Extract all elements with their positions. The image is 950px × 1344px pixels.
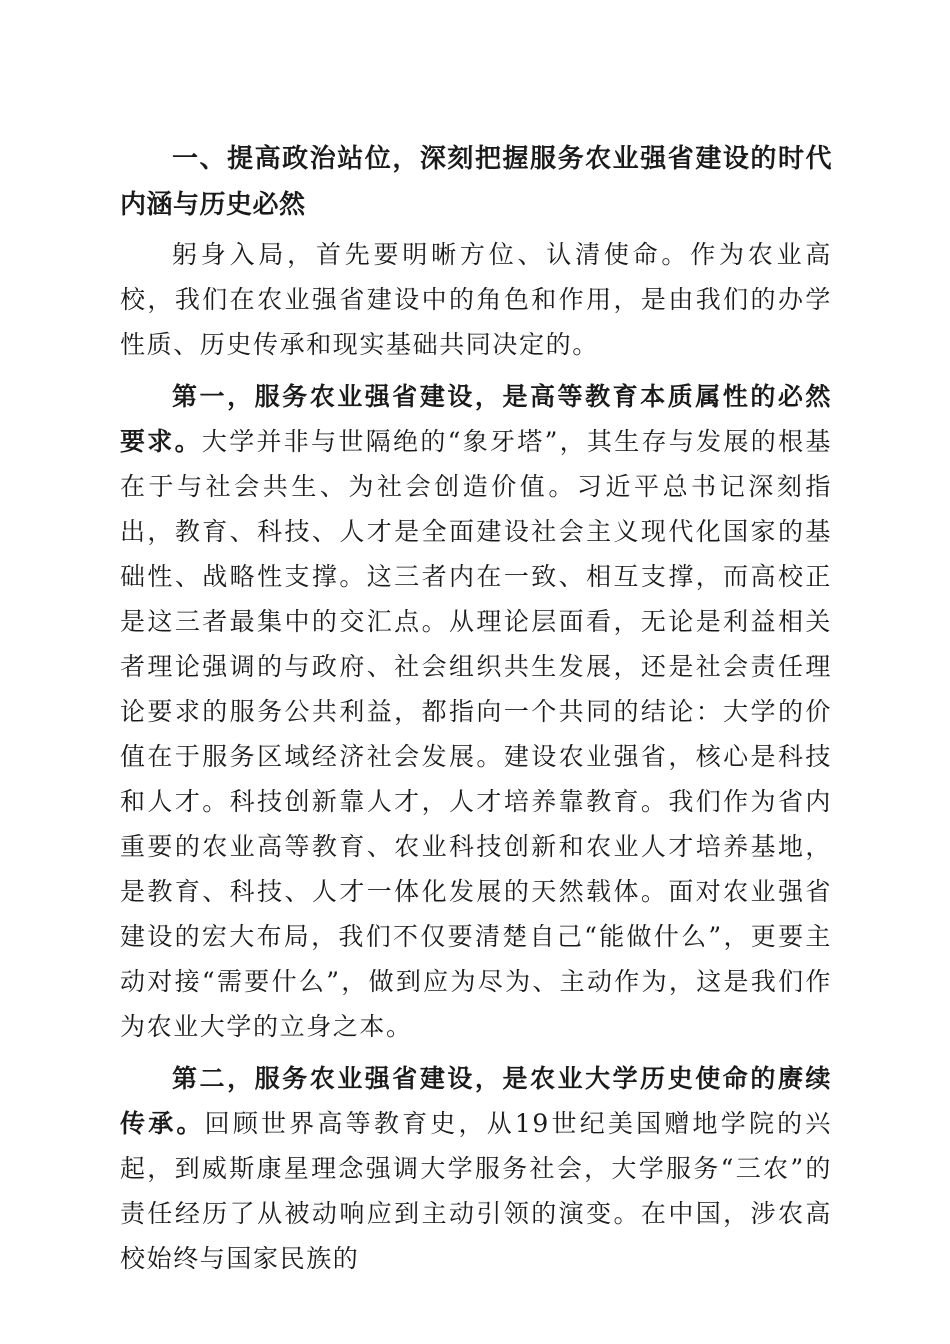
document-body xyxy=(120,136,832,1288)
paragraph-intro-text: 躬身入局，首先要明晰方位、认清使命。作为农业高校，我们在农业强省建设中的角色和作用，是由我们的办学性质、历史传承和现实基础共同决定的。 xyxy=(120,240,832,359)
paragraph-second-point-text: 回顾世界高等教育史，从19世纪美国赠地学院的兴起，到威斯康星理念强调大学服务社会，大学服务“三农”的责任经历了从被动响应到主动引领的演变。在中国，涉农高校始终与国家民族的 xyxy=(120,1109,832,1273)
paragraph-first-point-text: 大学并非与世隔绝的“象牙塔”，其生存与发展的根基在于与社会共生、为社会创造价值。习近平总书记深刻指出，教育、科技、人才是全面建设社会主义现代化国家的基础性、战略性支撑。这三者内在一致、相互支撑，而高校正是这三者最集中的交汇点。从理论层面看，无论是利益相关者理论强调的与政府、社会组织共生发展，还是社会责任理论要求的服务公共利益，都指向一个共同的结论：大学的价值在于服务区域经济社会发展。建设农业强省，核心是科技和人才。科技创新靠人才，人才培养靠教育。我们作为省内重要的农业高等教育、农业科技创新和农业人才培养基地，是教育、科技、人才一体化发展的天然载体。面对农业强省建设的宏大布局，我们不仅要清楚自己“能做什么”，更要主动对接“需要什么”，做到应为尽为、主动作为，这是我们作为农业大学的立身之本。 xyxy=(120,427,832,1041)
paragraph-second-point-lead: 第二，服务农业强省建设，是农业大学历史使命的赓续传承。 xyxy=(120,1064,832,1138)
paragraph-intro xyxy=(120,232,832,367)
paragraph-second-point xyxy=(120,1056,832,1281)
paragraph-first-point xyxy=(120,374,832,1049)
section-heading: 一、提高政治站位，深刻把握服务农业强省建设的时代内涵与历史必然 xyxy=(120,144,832,220)
paragraph-first-point-lead: 第一，服务农业强省建设，是高等教育本质属性的必然要求。 xyxy=(120,382,832,456)
